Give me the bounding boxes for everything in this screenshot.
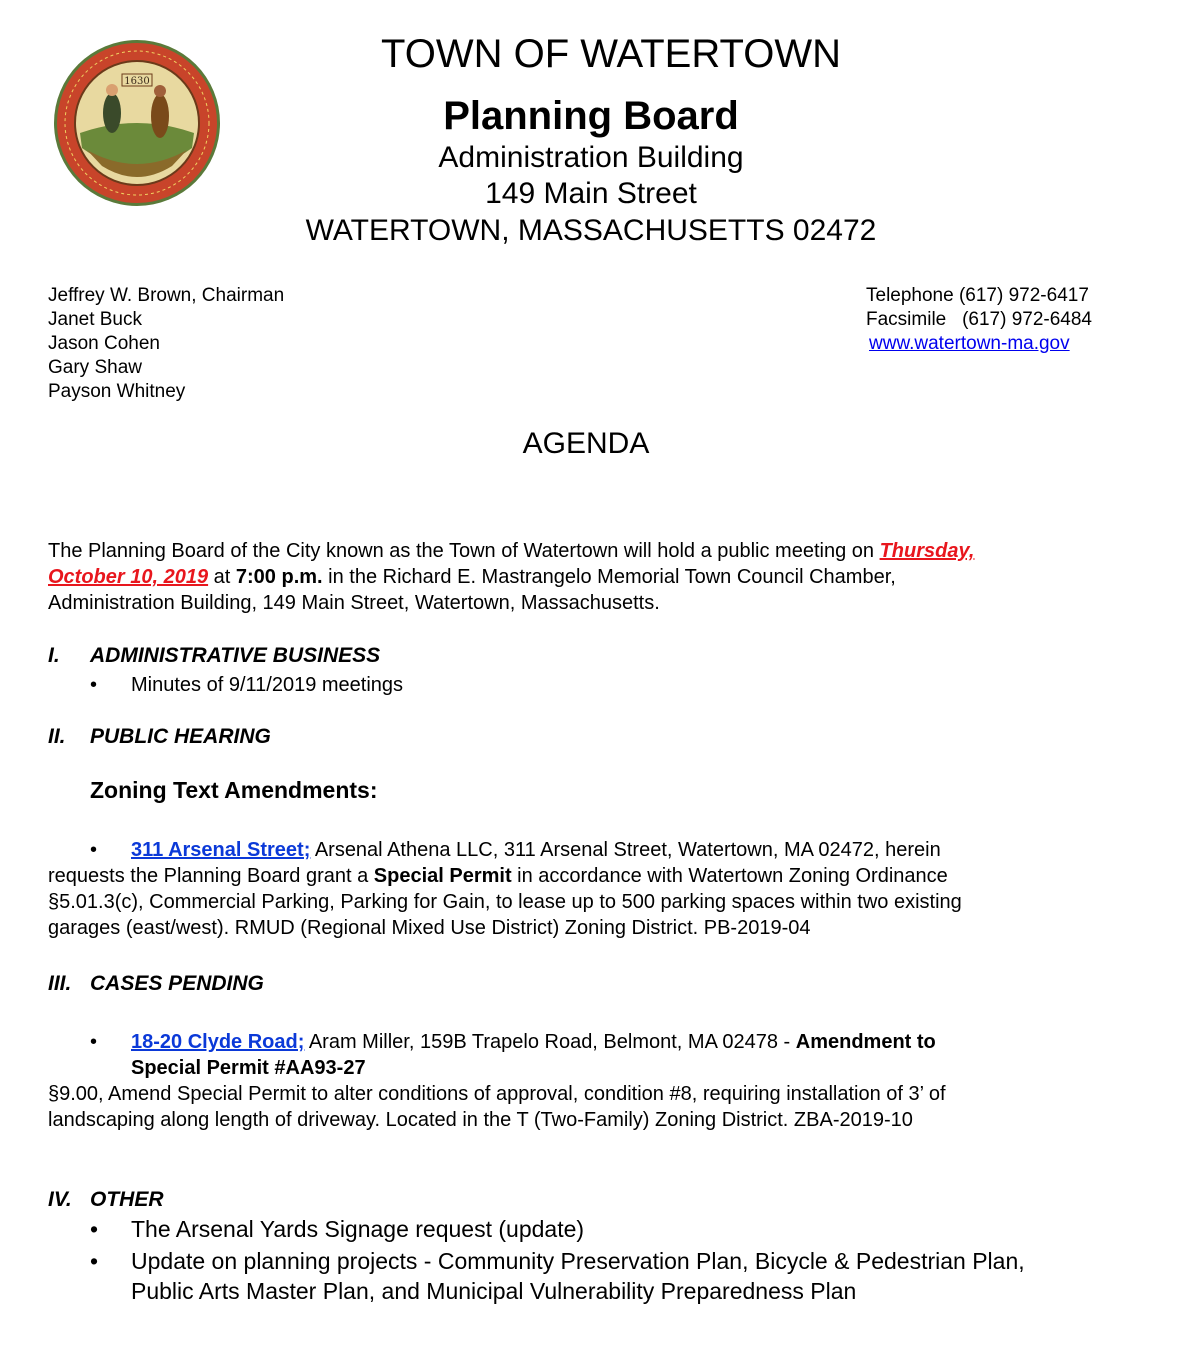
section-number: I. [48, 644, 60, 667]
list-item: • The Arsenal Yards Signage request (update) [90, 1216, 585, 1242]
member-name: Jeffrey W. Brown, Chairman [48, 285, 285, 306]
website-link[interactable]: www.watertown-ma.gov [869, 333, 1070, 354]
agenda-item: • 311 Arsenal Street; Arsenal Athena LLC, 311 Arsenal Street, Watertown, MA 02472, herein requests the Planning Board grant a Special Permit in accordance with Watertown Zoning Ordinance §5.01.3(c), Commercial Parking, Parking for Gain, to lease up to 500 parking spaces within two existing garages (east/west). RMUD (Regional Mixed Use District) Zoning District. PB-2019-04 [48, 839, 962, 939]
section-number: IV. [48, 1188, 72, 1211]
street-address: 149 Main Street [485, 177, 697, 210]
bullet-icon: • [90, 839, 98, 861]
section-title: PUBLIC HEARING [90, 725, 271, 748]
board-members-list [48, 284, 284, 404]
section-heading [48, 1188, 164, 1212]
intro-text: The Planning Board of the City known as the Town of Watertown will hold a public meeting on [48, 540, 880, 562]
section-heading [48, 644, 380, 668]
town-title: TOWN OF WATERTOWN [381, 32, 841, 76]
agenda-title: AGENDA [522, 427, 650, 460]
meeting-date: Thursday, [879, 540, 975, 562]
bullet-icon: • [90, 1031, 98, 1053]
bullet-icon: • [90, 1216, 99, 1242]
section-number: III. [48, 972, 72, 995]
section-title: OTHER [90, 1188, 164, 1211]
intro-paragraph [48, 538, 1124, 616]
contact-info [866, 284, 1092, 356]
item-link-clyde-road[interactable]: 18-20 Clyde Road; [131, 1031, 305, 1053]
member-name: Payson Whitney [48, 381, 186, 402]
intro-text: at [208, 566, 236, 588]
city-state-zip: WATERTOWN, MASSACHUSETTS 02472 [305, 214, 877, 247]
section-number: II. [48, 725, 66, 748]
list-item: • Minutes of 9/11/2019 meetings [90, 674, 404, 696]
item-link-311-arsenal[interactable]: 311 Arsenal Street; [131, 839, 311, 861]
intro-text: in the Richard E. Mastrangelo Memorial Town Council Chamber, [322, 566, 896, 588]
bullet-icon: • [90, 674, 98, 696]
building-name: Administration Building [438, 141, 744, 174]
board-title: Planning Board [443, 94, 739, 138]
list-item: • Update on planning projects - Community Preservation Plan, Bicycle & Pedestrian Plan, Public Arts Master Plan, and Municipal Vulnerability Preparedness Plan [90, 1248, 1025, 1304]
member-name: Gary Shaw [48, 357, 142, 378]
zoning-subheading: Zoning Text Amendments: [90, 777, 378, 803]
meeting-time: 7:00 p.m. [235, 566, 323, 588]
intro-text: Administration Building, 149 Main Street, Watertown, Massachusetts. [48, 592, 660, 614]
section-title: ADMINISTRATIVE BUSINESS [90, 644, 381, 667]
agenda-item: • 18-20 Clyde Road; Aram Miller, 159B Trapelo Road, Belmont, MA 02478 - Amendment to Special Permit #AA93-27 §9.00, Amend Special Permit to alter conditions of approval, condition #8, requiring installation of 3’ of landscaping along length of driveway. Located in the T (Two-Family) Zoning District. ZBA-2019-10 [48, 1031, 946, 1131]
meeting-date: October 10, 2019 [48, 566, 209, 588]
member-name: Jason Cohen [48, 333, 160, 354]
member-name: Janet Buck [48, 309, 142, 330]
section-heading [48, 972, 264, 996]
telephone: Telephone (617) 972-6417 [866, 285, 1089, 306]
section-title: CASES PENDING [90, 972, 264, 995]
bullet-icon: • [90, 1248, 99, 1274]
svg-text:1630: 1630 [124, 76, 150, 87]
facsimile: Facsimile (617) 972-6484 [866, 309, 1092, 330]
section-heading [48, 725, 271, 749]
